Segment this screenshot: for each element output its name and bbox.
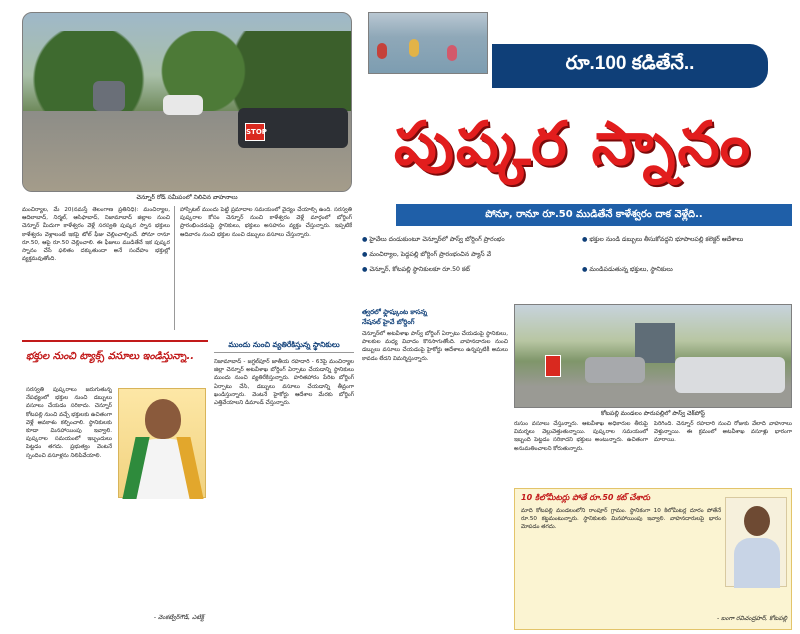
headline-price-tag: రూ.100 కడితేనే..	[492, 44, 768, 88]
top-news-photo	[22, 12, 352, 192]
right-headline-1: త్వరలో ఫ్లాష్కుంట కాసన్న	[362, 308, 428, 316]
car-shape	[163, 95, 203, 115]
checkpost-photo	[514, 304, 792, 408]
person-portrait	[118, 388, 206, 498]
yellow-box-title: 10 కిలోమీటర్లు పోతే రూ.50 కట్ చేశారు	[521, 493, 651, 502]
stop-sign: STOP	[245, 123, 265, 141]
left-box-signature: - వెంకట్వేర్‌గౌడ్, ఎటిక్ట్‌	[153, 614, 204, 621]
bullet-item: ● చెన్నూర్, కోటపల్లి స్థానికులకూ రూ.50 కట్	[362, 266, 470, 274]
main-headline: పుష్కర స్నానం	[394, 109, 752, 179]
section-paragraph: నిజామాబాద్ - జగ్దల్‌పూర్ జాతీయ రహదారి - 63పై మంచిర్యాల జిల్లా చెన్నూర్ అటవీశాఖ బోర్డింగ్ ఏర్పాటు చేయడాన్ని స్థానికులు ముందు నుంచి వ్యతిరేకిస్తున్నారు. హరితహారం పేరిట బోర్డింగ్ ఏర్పాటు చేసి, డబ్బులు వసూలు చేయడాన్ని తీవ్రంగా ఖండిస్తున్నారు. వెంటనే హైకోర్టు ఆదేశాల మేరకు బోర్డింగ్ ఎత్తివేయాలని డిమాండ్ చేస్తున్నారు.	[214, 359, 354, 407]
left-box-title: భక్తుల నుంచి ట్యాక్స్ వసూలు ఇండిస్తున్నా..	[26, 351, 195, 362]
right-headline-2: నేషనల్ హైవే బోర్డింగ్	[362, 318, 415, 326]
headline-subtitle: పోనూ, రానూ రూ.50 ముడితేనే కాళేశ్వరం దాక వెళ్లేది..	[396, 204, 792, 226]
middle-paragraph: హాస్పిటల్ ముందు పెట్టి ప్రమాదాల సమయంలో వైద్యం చేయాల్సి ఉంది. సరస్వతి పుష్కరాల కోసం చెన్నూర్ నుంచి కాళేశ్వరం వెళ్లే మార్గంలో బోర్డింగ్ ప్రారంభించడంపై స్థానికులు, భక్తులు అసహనం వ్యక్తం చేస్తున్నారు. ఇప్పటికే ఆదివారం నుంచి భక్తుల నుంచి డబ్బులు వసూలు చేస్తున్నారు.	[180, 207, 352, 238]
river-bathing-photo	[368, 12, 488, 74]
top-photo-caption: చెన్నూర్ రోడ్ సమీపంలో నిలిచిన వాహనాలు	[136, 194, 238, 201]
yellow-box-body: మాది కోటపల్లి మండలంలోని రాంపూర్ గ్రామం. స్థానికంగా 10 కిలోమీటర్ల దూరం పోతేనే రూ.50 కట్టమంటున్నారు. స్థానికులకు మినహాయింపు ఇవ్వాలి. వాహనదారులపై భారం మోపడం తగదు.	[521, 508, 721, 531]
checkpost-caption: కోటపల్లి మండలం పారుపల్లిలో పాస్వ్ చెక్‌పోస్ట్	[600, 410, 705, 417]
yellow-box-signature: - బంగా రవిచంద్రహర్, కోటపల్లి	[716, 615, 787, 622]
section-headline: ముందు నుంచి వ్యతిరేకిస్తున్న స్థానికులు	[228, 340, 340, 349]
bottom-mid-paragraph: రుసుం వసూలు చేస్తున్నారు. ఆటవీశాఖ అధికారుల తీరుపై విమర్శలు వెల్లువెత్తుతున్నాయి. పుష్కరాల సమయంలో ఇబ్బంది పెట్టడం సరికాదని భక్తులు అంటున్నారు. ఉచితంగా అనుమతించాలని కోరుతున్నారు.	[514, 421, 648, 452]
left-box-body: సరస్వతి పుష్కరాలు జరుగుతున్న నేపథ్యంలో భక్తుల నుంచి డబ్బులు వసూలు చేయడం సరికాదు. చెన్నూర్ కోటపల్లి నుంచి వచ్చే భక్తులకు ఉచితంగా వెళ్లే అవకాశం కల్పించాలి. స్థానికులకు కూడా మినహాయింపు ఇవ్వాలి. పుష్కరాల సమయంలో ఇబ్బందులు పెట్టడం తగదు. ప్రభుత్వం వెంటనే స్పందించి వసూళ్లను నిలిపివేయాలి.	[26, 387, 112, 459]
bullet-item: ● మండిపడుతున్న భక్తులు, స్థానికులు	[582, 266, 673, 274]
person-portrait-2	[725, 497, 787, 587]
bullet-item: ● భక్తుల నుండి డబ్బులు తీసుకోవద్దని భూపాలపల్లి కలెక్టర్ ఆదేశాలు	[582, 236, 743, 244]
truck-shape	[93, 81, 125, 111]
bullet-item: ● హైవేలు దండుకుంటూ చెన్నూర్‌లో పాస్వ్ బోర్డింగ్ ప్రారంభం	[362, 236, 505, 244]
intro-paragraph: మంచిర్యాల, మే 20(నమస్తే తెలంగాణ ప్రతినిధి): మంచిర్యాల, ఆదిలాబాద్, నిర్మల్, ఆసిఫాబాద్, నిజామాబాద్ జిల్లాల నుంచి చెన్నూర్ మీదుగా కాళేశ్వరం వెళ్లే సరస్వతి పుష్కర స్నాన భక్తులు కాళేశ్వరం వెళ్లాలంటే ఇకపై టోల్ ఫీజు చెల్లించాల్సిందే. పోనూ రానూ రూ.50, ఆపై రూ.50 చెల్లించాలి. ఈ ఫీజులు ముడితేనే ఇక పుష్కర స్నానం చేసే ఫలితం దక్కుతుందా అనే సందేహం భక్తుల్లో వ్యక్తమవుతోంది.	[22, 207, 170, 263]
bullet-list	[362, 236, 792, 296]
bottom-right-paragraph: పెరిగింది. చెన్నూర్ రహదారి నుంచి రోజుకు వేలాది వాహనాలు వెళ్తున్నాయి. ఈ క్రమంలో అటవీశాఖ వసూళ్లు భారంగా మారాయి.	[654, 421, 792, 444]
right-paragraph: చెన్నూర్‌లో అటవీశాఖ పాస్వ్ బోర్డింగ్ ఏర్పాటు చేయడంపై స్థానికులు, పాలకుల మధ్య వివాదం కొనసాగుతోంది. వాహనదారుల నుంచి డబ్బులు వసూలు చేయడంపై హైకోర్టు ఆదేశాలు ఉన్నప్పటికీ అమలు కావడం లేదని విమర్శిస్తున్నారు.	[362, 331, 508, 362]
bullet-item: ● మంచిర్యాల, పెద్దపల్లి బోర్డింగ్ ప్రారంభంచిన ప్యాస్ వే	[362, 251, 491, 259]
left-quote-box	[22, 340, 208, 630]
yellow-quote-box	[514, 488, 792, 630]
